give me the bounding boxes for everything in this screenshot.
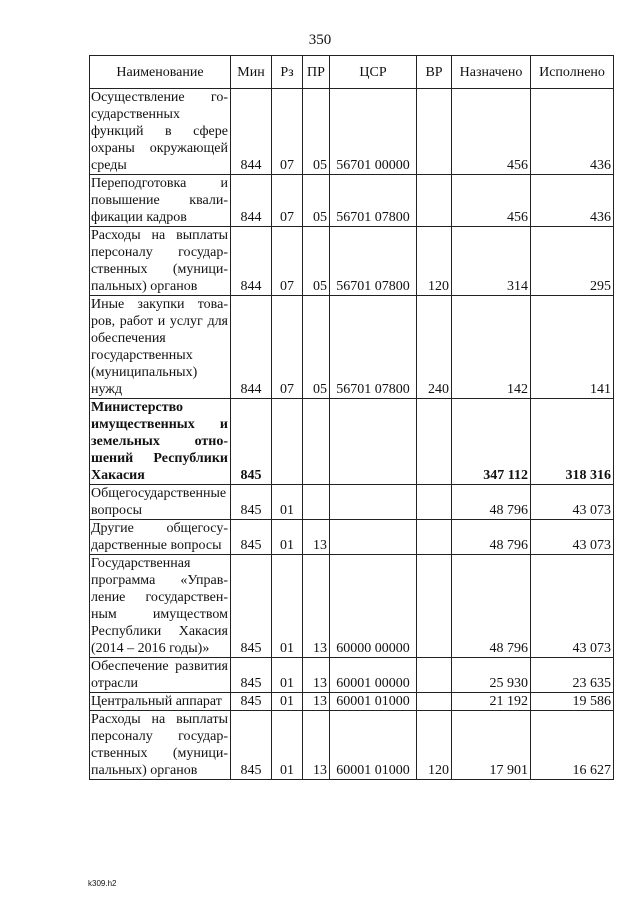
cell-vr — [417, 520, 452, 555]
cell-min: 845 — [231, 555, 272, 658]
table-row — [90, 711, 614, 780]
cell-csr — [330, 485, 417, 520]
table-row — [90, 175, 614, 227]
cell-csr: 56701 07800 — [330, 227, 417, 296]
cell-csr: 60001 01000 — [330, 711, 417, 780]
cell-executed: 43 073 — [531, 555, 614, 658]
cell-pr: 13 — [303, 658, 330, 693]
page-number: 350 — [308, 32, 332, 48]
cell-executed: 141 — [531, 296, 614, 399]
cell-vr: 240 — [417, 296, 452, 399]
cell-rz: 01 — [272, 555, 303, 658]
cell-vr — [417, 399, 452, 485]
header-rz: Рз — [272, 56, 303, 89]
cell-executed: 318 316 — [531, 399, 614, 485]
cell-name: Расходы на выплаты персоналу государственных (муниципальных) органов — [90, 227, 231, 296]
cell-pr: 13 — [303, 555, 330, 658]
cell-vr — [417, 89, 452, 175]
cell-rz: 01 — [272, 693, 303, 711]
table-row — [90, 658, 614, 693]
cell-name: Государственная программа «Управление государственным имуществом Республики Хакасия (2014 – 2016 годы)» — [90, 555, 231, 658]
cell-min: 844 — [231, 89, 272, 175]
cell-executed: 43 073 — [531, 485, 614, 520]
cell-min: 844 — [231, 227, 272, 296]
table-row — [90, 520, 614, 555]
cell-pr: 13 — [303, 693, 330, 711]
cell-min: 844 — [231, 296, 272, 399]
cell-planned: 17 901 — [452, 711, 531, 780]
cell-rz: 07 — [272, 89, 303, 175]
cell-pr: 05 — [303, 296, 330, 399]
table-row — [90, 89, 614, 175]
cell-executed: 436 — [531, 175, 614, 227]
header-vr: ВР — [417, 56, 452, 89]
header-pr: ПР — [303, 56, 330, 89]
cell-name: Общегосударственные вопросы — [90, 485, 231, 520]
header-planned: Назначено — [452, 56, 531, 89]
cell-executed: 16 627 — [531, 711, 614, 780]
cell-executed: 295 — [531, 227, 614, 296]
cell-rz: 01 — [272, 485, 303, 520]
cell-rz: 01 — [272, 658, 303, 693]
cell-planned: 21 192 — [452, 693, 531, 711]
cell-planned: 48 796 — [452, 485, 531, 520]
header-name: Наименование — [90, 56, 231, 89]
cell-csr: 56701 07800 — [330, 175, 417, 227]
cell-planned: 142 — [452, 296, 531, 399]
cell-executed: 23 635 — [531, 658, 614, 693]
cell-vr — [417, 175, 452, 227]
cell-rz — [272, 399, 303, 485]
cell-name: Другие общегосударственные вопросы — [90, 520, 231, 555]
cell-executed: 436 — [531, 89, 614, 175]
cell-executed: 43 073 — [531, 520, 614, 555]
cell-pr: 13 — [303, 520, 330, 555]
cell-vr — [417, 658, 452, 693]
cell-planned: 48 796 — [452, 555, 531, 658]
cell-min: 845 — [231, 399, 272, 485]
cell-planned: 456 — [452, 175, 531, 227]
cell-vr: 120 — [417, 711, 452, 780]
cell-planned: 48 796 — [452, 520, 531, 555]
table-row — [90, 555, 614, 658]
cell-csr: 56701 00000 — [330, 89, 417, 175]
table-row — [90, 399, 614, 485]
cell-csr: 56701 07800 — [330, 296, 417, 399]
cell-vr — [417, 693, 452, 711]
cell-pr — [303, 485, 330, 520]
cell-pr: 05 — [303, 227, 330, 296]
cell-pr — [303, 399, 330, 485]
cell-planned: 314 — [452, 227, 531, 296]
cell-csr: 60001 01000 — [330, 693, 417, 711]
table-body — [90, 89, 614, 780]
cell-csr: 60000 00000 — [330, 555, 417, 658]
cell-pr: 05 — [303, 89, 330, 175]
cell-executed: 19 586 — [531, 693, 614, 711]
table-row — [90, 227, 614, 296]
cell-name: Осуществление государственных функций в сфере охраны окружающей среды — [90, 89, 231, 175]
cell-rz: 01 — [272, 520, 303, 555]
cell-rz: 01 — [272, 711, 303, 780]
cell-vr — [417, 485, 452, 520]
cell-name: Расходы на выплаты персоналу государственных (муниципальных) органов — [90, 711, 231, 780]
cell-min: 845 — [231, 693, 272, 711]
cell-csr — [330, 520, 417, 555]
table-row — [90, 296, 614, 399]
cell-min: 844 — [231, 175, 272, 227]
table-header-row — [90, 56, 614, 89]
table-row — [90, 693, 614, 711]
cell-min: 845 — [231, 520, 272, 555]
cell-name: Иные закупки товаров, работ и услуг для обеспечения государственных (муниципальных) нужд — [90, 296, 231, 399]
cell-name: Переподготовка и повышение квалификации кадров — [90, 175, 231, 227]
cell-pr: 13 — [303, 711, 330, 780]
cell-csr — [330, 399, 417, 485]
budget-table — [89, 55, 614, 780]
header-min: Мин — [231, 56, 272, 89]
cell-planned: 456 — [452, 89, 531, 175]
cell-planned: 25 930 — [452, 658, 531, 693]
cell-rz: 07 — [272, 296, 303, 399]
cell-pr: 05 — [303, 175, 330, 227]
cell-vr — [417, 555, 452, 658]
cell-min: 845 — [231, 711, 272, 780]
cell-min: 845 — [231, 485, 272, 520]
cell-rz: 07 — [272, 227, 303, 296]
cell-name: Центральный аппарат — [90, 693, 231, 711]
cell-min: 845 — [231, 658, 272, 693]
cell-planned: 347 112 — [452, 399, 531, 485]
table-row — [90, 485, 614, 520]
cell-name: Обеспечение развития отрасли — [90, 658, 231, 693]
cell-vr: 120 — [417, 227, 452, 296]
cell-csr: 60001 00000 — [330, 658, 417, 693]
footer-code: k309.h2 — [88, 879, 117, 888]
cell-rz: 07 — [272, 175, 303, 227]
header-executed: Исполнено — [531, 56, 614, 89]
header-csr: ЦСР — [330, 56, 417, 89]
cell-name: Министерство имущественных и земельных отношений Республики Хакасия — [90, 399, 231, 485]
